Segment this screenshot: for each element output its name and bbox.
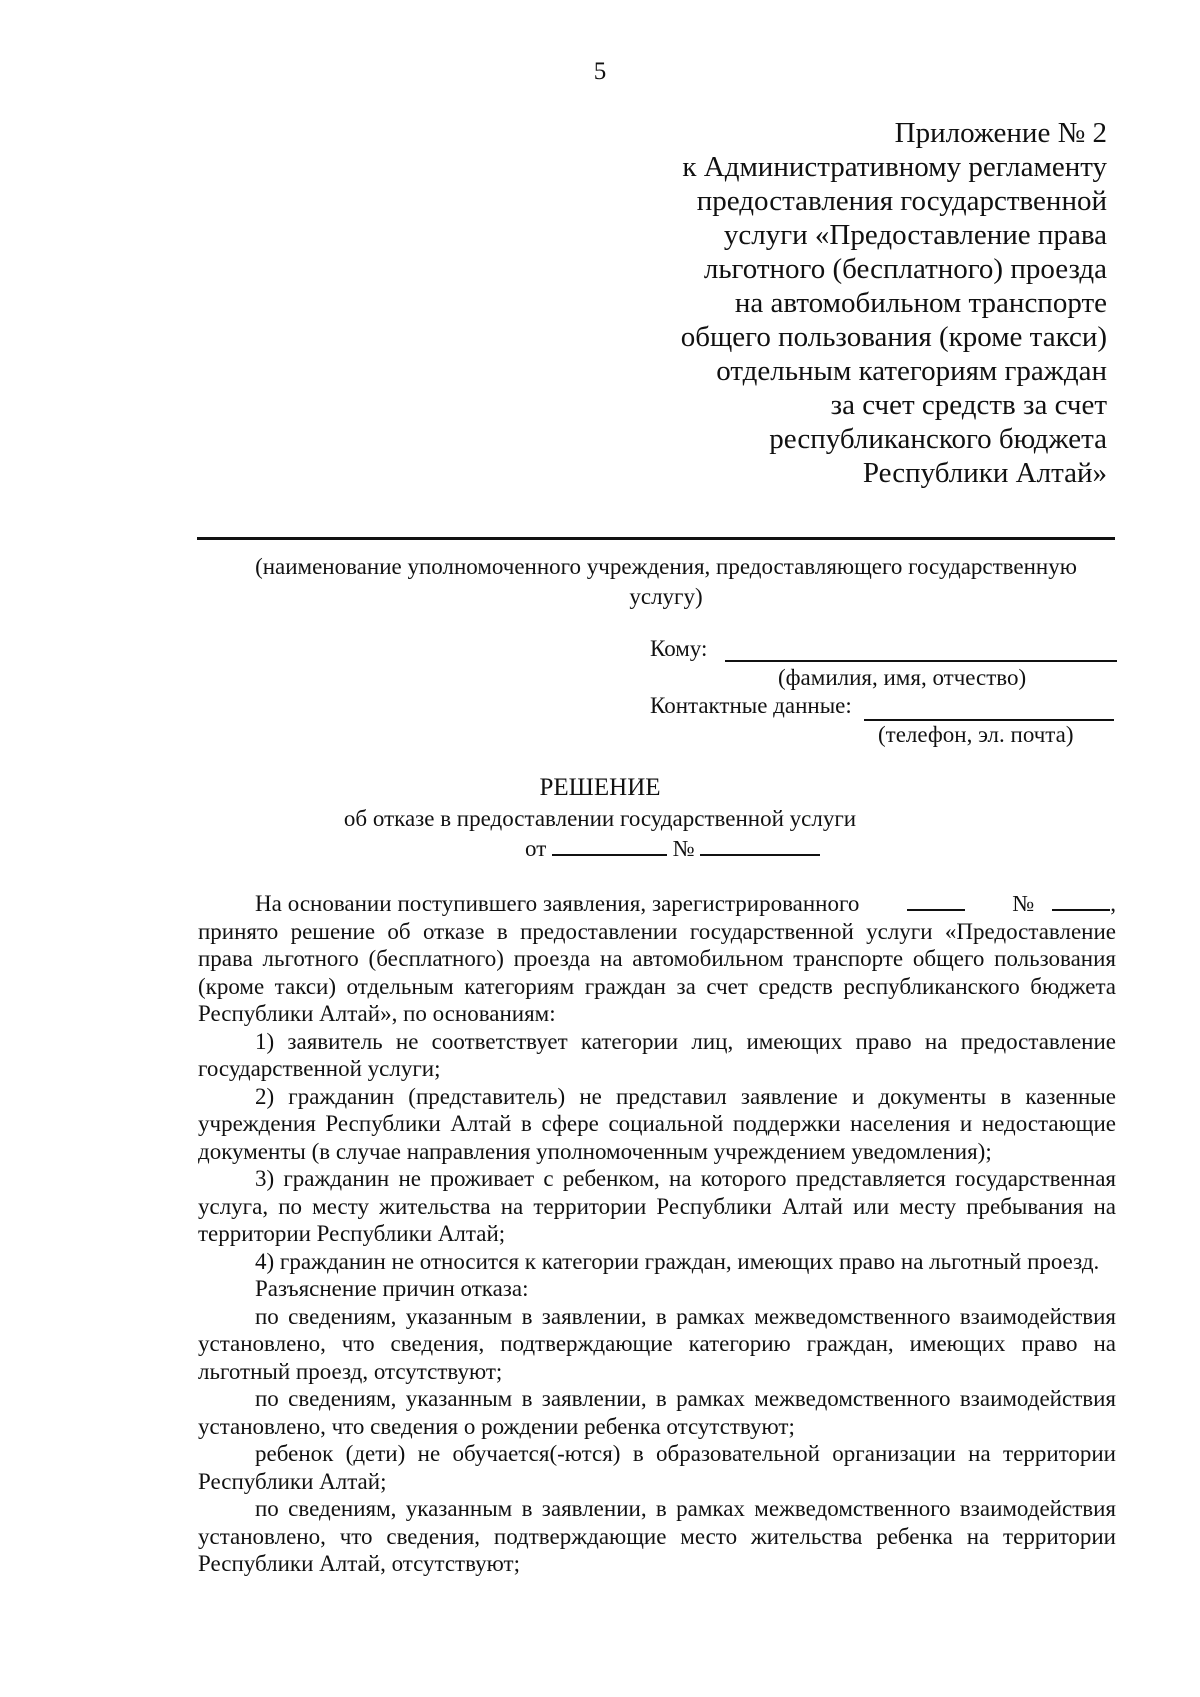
- appendix-line: услуги «Предоставление права: [723, 219, 1107, 251]
- appendix-line: за счет средств за счет: [830, 389, 1107, 421]
- appendix-line: отдельным категориям граждан: [716, 355, 1107, 387]
- appendix-line: льготного (бесплатного) проезда: [703, 253, 1107, 285]
- appendix-line: на автомобильном транспорте: [734, 287, 1107, 319]
- intro-text: На основании поступившего заявления, зарегистрированного: [255, 891, 860, 916]
- decision-subtitle: об отказе в предоставлении государственной услуги: [343, 806, 857, 831]
- application-number-sign: №: [1012, 891, 1035, 916]
- application-number-blank[interactable]: [1052, 890, 1110, 911]
- explanation-item: по сведениям, указанным в заявлении, в рамках межведомственного взаимодействия установлено, что сведения о рождении ребенка отсутствуют;: [198, 1386, 1116, 1439]
- explanation-item: ребенок (дети) не обучается(-ются) в образовательной организации на территории Республики Алтай;: [198, 1441, 1116, 1494]
- reason-item: 1) заявитель не соответствует категории лиц, имеющих право на предоставление государственной услуги;: [198, 1028, 1116, 1081]
- reason-item: 3) гражданин не проживает с ребенком, на которого представляется государственная услуга, по месту жительства на территории Республики Алтай или месту пребывания на территории Республики Алтай;: [198, 1166, 1116, 1246]
- decision-body: [198, 890, 1116, 1578]
- reason-item: 4) гражданин не относится к категории граждан, имеющих право на льготный проезд.: [255, 1248, 1100, 1274]
- intro-paragraph: [198, 890, 1116, 1028]
- appendix-line: Республики Алтай»: [862, 457, 1107, 489]
- date-prefix: от: [525, 836, 547, 861]
- number-sign: №: [672, 836, 695, 861]
- decision-date-number-row: [525, 834, 820, 862]
- appendix-line: республиканского бюджета: [769, 423, 1107, 455]
- appendix-line: Приложение № 2: [894, 117, 1107, 149]
- decision-title: РЕШЕНИЕ: [539, 774, 661, 801]
- contact-details-hint: (телефон, эл. почта): [878, 722, 1074, 747]
- decision-date-blank[interactable]: [552, 834, 667, 856]
- explanation-item: по сведениям, указанным в заявлении, в рамках межведомственного взаимодействия установлено, что сведения, подтверждающие место жительства ребенка на территории Республики Алтай, отсутствуют;: [198, 1496, 1116, 1576]
- page-number: 5: [593, 58, 607, 85]
- contact-details-blank[interactable]: [864, 719, 1114, 721]
- organization-caption: (наименование уполномоченного учреждения, предоставляющего государственную услугу): [255, 554, 1077, 609]
- recipient-label: Кому:: [650, 636, 708, 661]
- intro-continuation: , принято решение об отказе в предоставлении государственной услуги «Предоставление права льготного (бесплатного) проезда на автомобильном транспорте общего пользования (кроме такси) отдельным категориям граждан за счет средств республиканского бюджета Республики Алтай», по основаниям:: [198, 891, 1117, 1026]
- application-date-blank[interactable]: [907, 890, 965, 911]
- organization-name-blank[interactable]: [197, 537, 1115, 540]
- appendix-line: общего пользования (кроме такси): [680, 321, 1107, 353]
- appendix-line: к Административному регламенту: [682, 151, 1107, 183]
- contact-label: Контактные данные:: [650, 693, 852, 718]
- recipient-name-hint: (фамилия, имя, отчество): [778, 665, 1027, 690]
- decision-number-blank[interactable]: [700, 834, 820, 856]
- recipient-name-blank[interactable]: [725, 660, 1117, 662]
- reason-item: 2) гражданин (представитель) не представил заявление и документы в казенные учреждения Республики Алтай в сфере социальной поддержки населения и недостающие документы (в случае направления уполномоченным учреждением уведомления);: [198, 1083, 1116, 1164]
- appendix-header: [587, 116, 1107, 490]
- appendix-line: предоставления государственной: [696, 185, 1107, 217]
- explanation-item: по сведениям, указанным в заявлении, в рамках межведомственного взаимодействия установлено, что сведения, подтверждающие категорию граждан, имеющих право на льготный проезд, отсутствуют;: [198, 1303, 1116, 1384]
- explanation-heading: Разъяснение причин отказа:: [255, 1276, 529, 1301]
